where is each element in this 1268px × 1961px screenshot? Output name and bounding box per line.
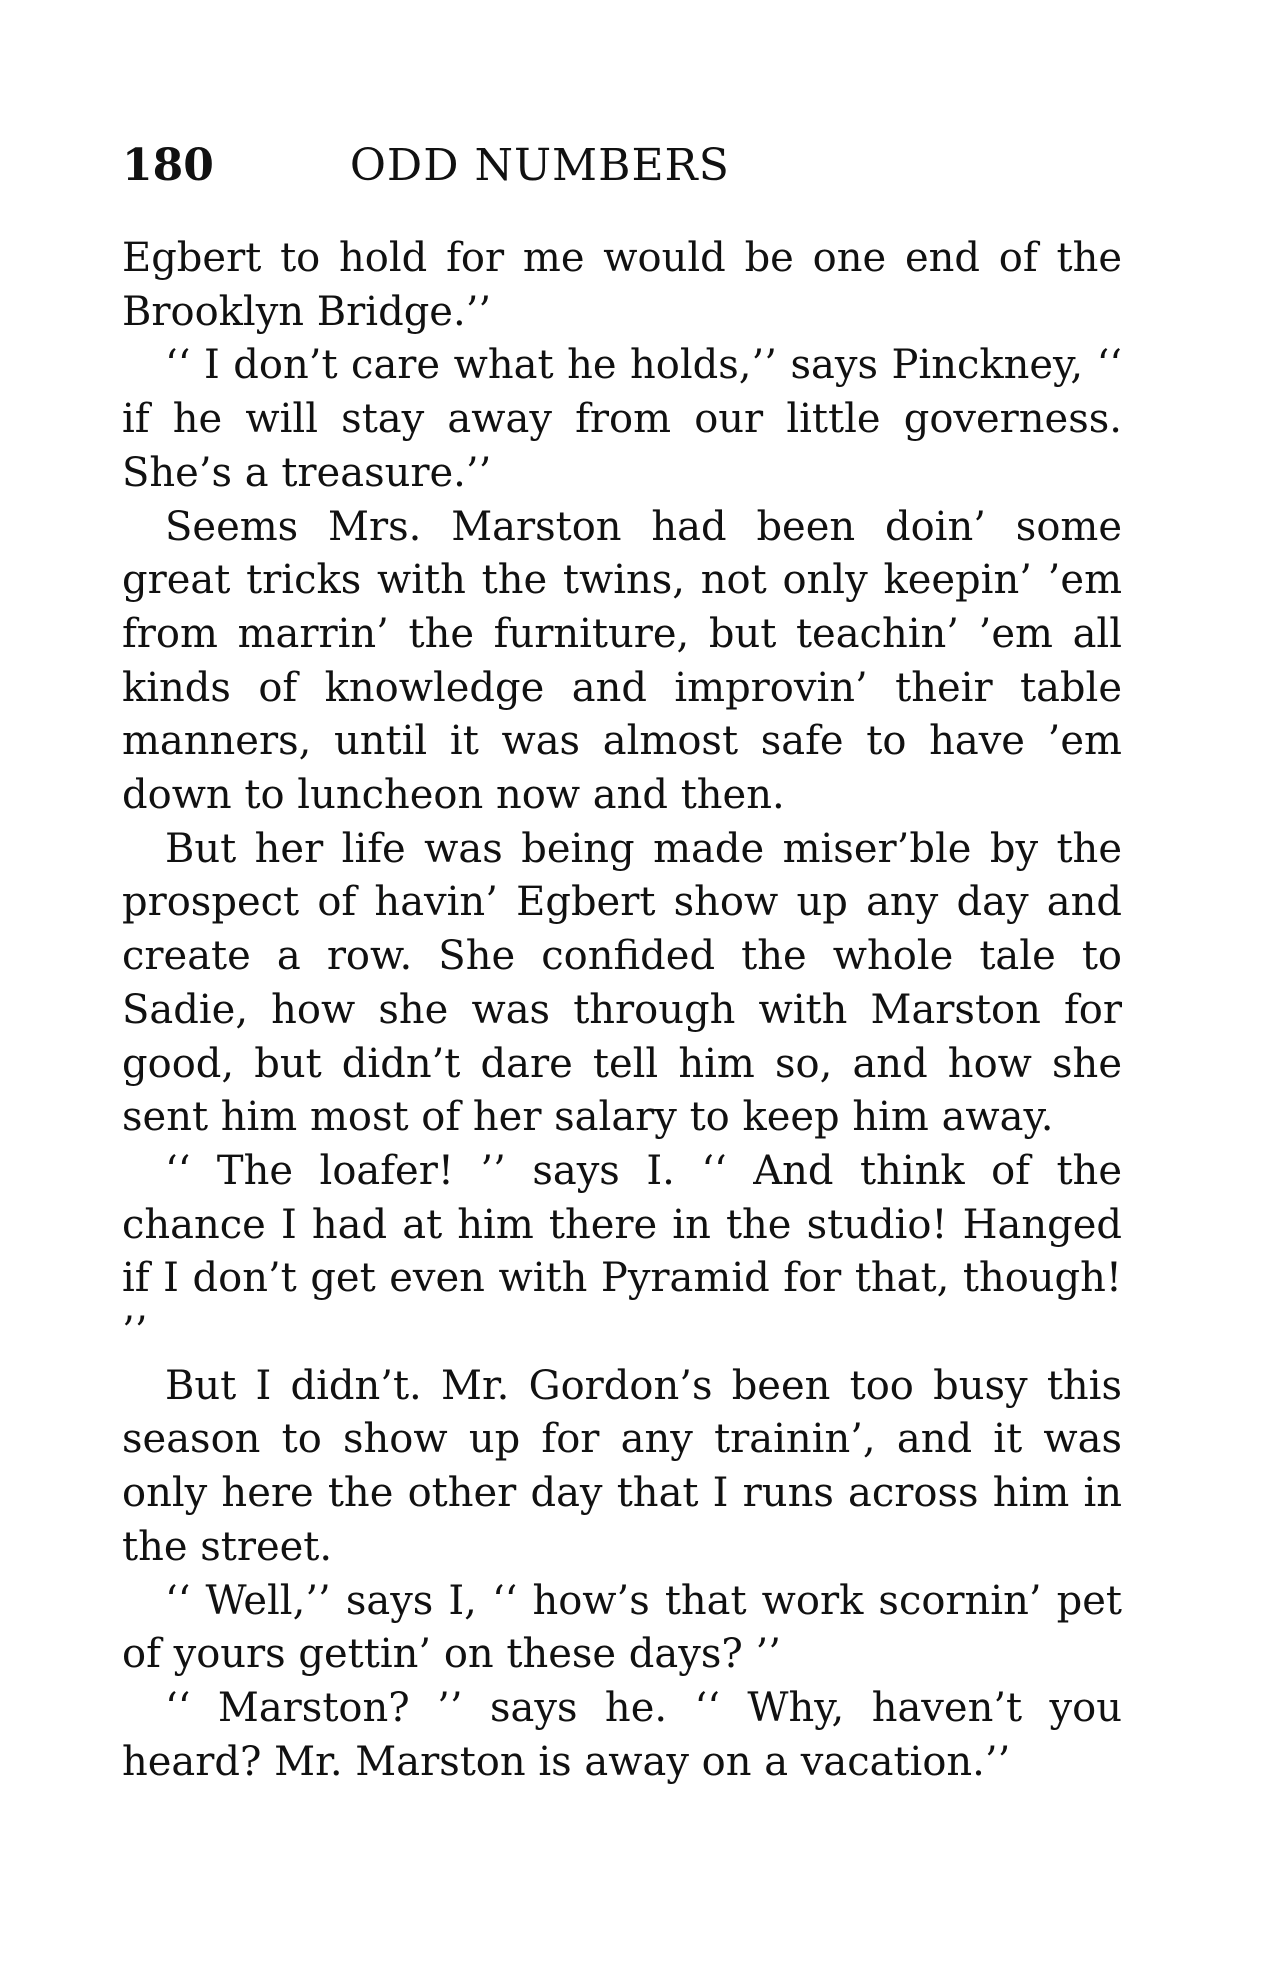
paragraph: ‘‘ Marston? ’’ says he. ‘‘ Why, haven’t you heard? Mr. Marston is away on a vacation.’’ — [122, 1684, 1122, 1785]
body-text — [122, 232, 1122, 1789]
page-header — [122, 140, 1122, 200]
page-number: 180 — [122, 140, 214, 191]
paragraph: But her life was being made miser’ble by the prospect of havin’ Egbert show up any day and create a row. She confided the whole tale to Sadie, how she was through with Marston for good, but didn’t dare tell him so, and how she sent him most of her salary to keep him away. — [122, 825, 1122, 1141]
paragraph: Egbert to hold for me would be one end of the Brooklyn Bridge.’’ — [122, 235, 1122, 335]
paragraph: ‘‘ The loafer! ’’ says I. ‘‘ And think of the chance I had at him there in the studio! Hanged if I don’t get even with Pyramid for that, though! ’’ — [122, 1147, 1122, 1356]
running-head-title: ODD NUMBERS — [349, 140, 730, 191]
paragraph: Seems Mrs. Marston had been doin’ some great tricks with the twins, not only keepin’ ’em from marrin’ the furniture, but teachin’ ’em all kinds of knowledge and improvin’ their table manners, until it was almost safe to have ’em down to luncheon now and then. — [122, 503, 1122, 819]
paragraph: ‘‘ I don’t care what he holds,’’ says Pinckney, ‘‘ if he will stay away from our little governess. She’s a treasure.’’ — [122, 342, 1122, 496]
paragraph: ‘‘ Well,’’ says I, ‘‘ how’s that work scornin’ pet of yours gettin’ on these days? ’’ — [122, 1577, 1122, 1678]
paragraph: But I didn’t. Mr. Gordon’s been too busy this season to show up for any trainin’, and it was only here the other day that I runs across him in the street. — [122, 1362, 1122, 1570]
